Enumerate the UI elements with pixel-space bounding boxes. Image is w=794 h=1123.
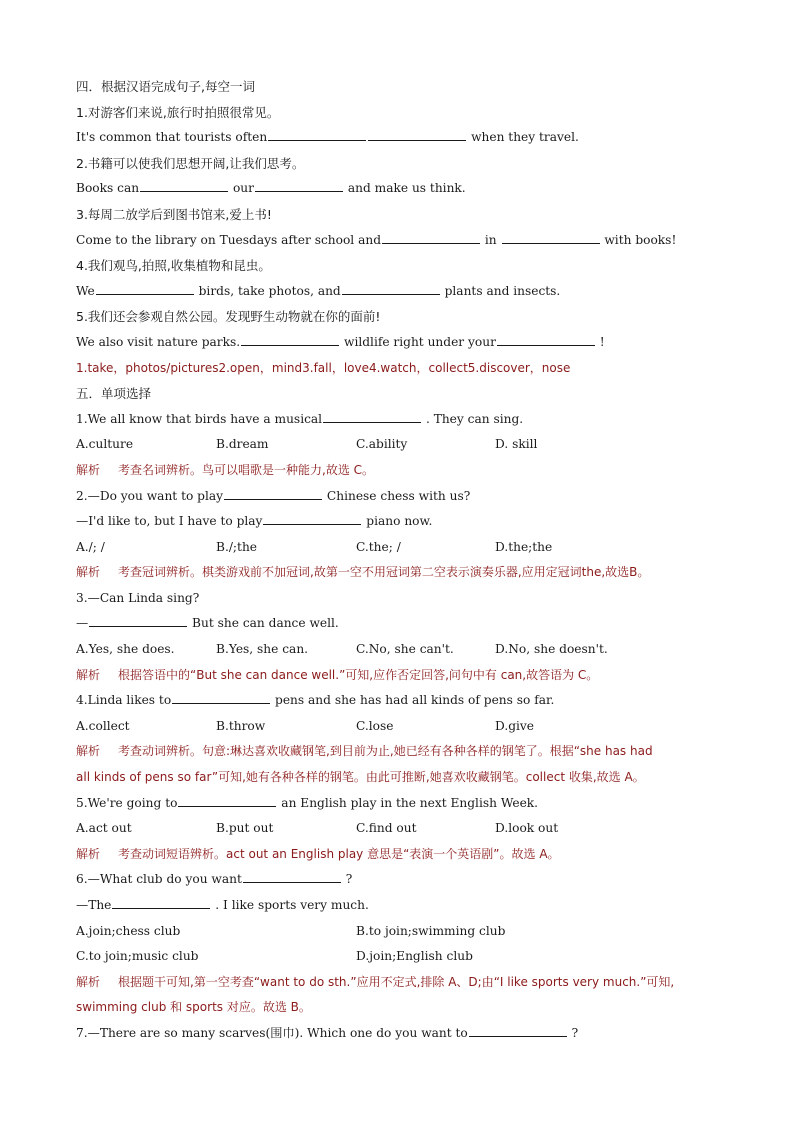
option-d[interactable]: D.No, she doesn't. bbox=[495, 642, 608, 657]
q5-5-stem: 5.We're going to an English play in the next English Week. bbox=[76, 791, 736, 817]
q5-3-stem-1: 3.—Can Linda sing? bbox=[76, 590, 200, 605]
option-b[interactable]: B.throw bbox=[216, 718, 266, 733]
option-d[interactable]: D. skill bbox=[495, 437, 538, 452]
q4-1-chinese: 1.对游客们来说,旅行时拍照很常见。 bbox=[76, 104, 280, 120]
q4-5-chinese: 5.我们还会参观自然公园。发现野生动物就在你的面前! bbox=[76, 309, 381, 325]
option-b[interactable]: B.put out bbox=[216, 821, 274, 836]
answer-blank[interactable] bbox=[172, 690, 270, 704]
answer-blank[interactable] bbox=[502, 230, 600, 244]
option-a[interactable]: A.collect bbox=[76, 718, 130, 733]
q5-3-explanation: 解析 根据答语中的“But she can dance well.”可知,应作否定回答,问句中有 can,故答语为 C。 bbox=[76, 667, 599, 682]
q5-6-explanation-line-2: swimming club 和 sports 对应。故选 B。 bbox=[76, 1000, 311, 1015]
answer-blank[interactable] bbox=[497, 332, 595, 346]
option-c[interactable]: C.lose bbox=[356, 718, 394, 733]
q5-1-explanation: 解析 考查名词辨析。鸟可以唱歌是一种能力,故选 C。 bbox=[76, 462, 375, 477]
q5-4-explanation-line-2: all kinds of pens so far”可知,她有各种各样的钢笔。由此可推断,她喜欢收藏钢笔。collect 收集,故选 A。 bbox=[76, 770, 645, 785]
section-5-heading: 五．单项选择 bbox=[76, 386, 152, 402]
q5-4-options bbox=[76, 714, 736, 740]
q5-7-stem: 7.—There are so many scarves(围巾). Which one do you want to ? bbox=[76, 1021, 736, 1047]
option-d[interactable]: D.look out bbox=[495, 821, 559, 836]
q5-1-options bbox=[76, 432, 736, 458]
option-c[interactable]: C.find out bbox=[356, 821, 417, 836]
answer-blank[interactable] bbox=[96, 281, 194, 295]
q5-6-stem-1: 6.—What club do you want ? bbox=[76, 867, 736, 893]
answer-blank[interactable] bbox=[112, 895, 210, 909]
answer-blank[interactable] bbox=[368, 127, 466, 141]
option-a[interactable]: A./; / bbox=[76, 539, 105, 554]
answer-blank[interactable] bbox=[263, 511, 361, 525]
answer-blank[interactable] bbox=[255, 178, 343, 192]
section-4-heading: 四．根据汉语完成句子,每空一词 bbox=[76, 79, 255, 94]
option-a[interactable]: A.culture bbox=[76, 437, 134, 452]
option-a[interactable]: A.act out bbox=[76, 821, 132, 836]
answer-blank[interactable] bbox=[243, 869, 341, 883]
answer-blank[interactable] bbox=[140, 178, 228, 192]
answer-blank[interactable] bbox=[89, 613, 187, 627]
option-a[interactable]: A.Yes, she does. bbox=[76, 642, 175, 657]
answer-blank[interactable] bbox=[241, 332, 339, 346]
q5-6-stem-2: —The . I like sports very much. bbox=[76, 893, 736, 919]
answer-blank[interactable] bbox=[323, 409, 421, 423]
option-c[interactable]: C.No, she can't. bbox=[356, 642, 454, 657]
option-b[interactable]: B./;the bbox=[216, 539, 258, 554]
option-b[interactable]: B.dream bbox=[216, 437, 269, 452]
q5-2-stem-1: 2.—Do you want to play Chinese chess with us? bbox=[76, 484, 736, 510]
q4-2-english: Books can our and make us think. bbox=[76, 176, 736, 202]
q5-2-options bbox=[76, 535, 736, 561]
q5-2-explanation: 解析 考查冠词辨析。棋类游戏前不加冠词,故第一空不用冠词第二空表示演奏乐器,应用定冠词the,故选B。 bbox=[76, 565, 650, 580]
q4-5-english: We also visit nature parks. wildlife right under your ! bbox=[76, 330, 736, 356]
answer-blank[interactable] bbox=[224, 486, 322, 500]
q5-5-options bbox=[76, 816, 736, 842]
q5-5-explanation: 解析 考查动词短语辨析。act out an English play 意思是“表演一个英语剧”。故选 A。 bbox=[76, 846, 560, 861]
answer-blank[interactable] bbox=[342, 281, 440, 295]
q4-4-english: We birds, take photos, and plants and insects. bbox=[76, 279, 736, 305]
option-b[interactable]: B.Yes, she can. bbox=[216, 642, 309, 657]
q4-3-chinese: 3.每周二放学后到图书馆来,爱上书! bbox=[76, 206, 272, 222]
q5-1-stem: 1.We all know that birds have a musical . They can sing. bbox=[76, 407, 736, 433]
q4-2-chinese: 2.书籍可以使我们思想开阔,让我们思考。 bbox=[76, 155, 305, 171]
option-d[interactable]: D.join;English club bbox=[356, 949, 473, 964]
q4-1-english: It's common that tourists often when they travel. bbox=[76, 125, 736, 151]
option-d[interactable]: D.the;the bbox=[495, 539, 553, 554]
section-4-answer-key: 1.take，photos/pictures2.open，mind3.fall，love4.watch，collect5.discover，nose bbox=[76, 360, 571, 375]
option-c[interactable]: C.the; / bbox=[356, 539, 401, 554]
option-a[interactable]: A.join;chess club bbox=[76, 923, 181, 938]
q4-3-english: Come to the library on Tuesdays after school and in with books! bbox=[76, 228, 736, 254]
answer-blank[interactable] bbox=[469, 1023, 567, 1037]
document-page bbox=[76, 74, 736, 1047]
option-d[interactable]: D.give bbox=[495, 718, 535, 733]
option-c[interactable]: C.to join;music club bbox=[76, 949, 199, 964]
q5-3-options bbox=[76, 637, 736, 663]
q5-6-explanation-line-1: 解析 根据题干可知,第一空考查“want to do sth.”应用不定式,排除 A、D;由“I like sports very much.”可知, bbox=[76, 974, 675, 989]
answer-blank[interactable] bbox=[178, 793, 276, 807]
option-b[interactable]: B.to join;swimming club bbox=[356, 923, 506, 938]
q5-2-stem-2: —I'd like to, but I have to play piano now. bbox=[76, 509, 736, 535]
q5-4-stem: 4.Linda likes to pens and she has had all kinds of pens so far. bbox=[76, 688, 736, 714]
q5-6-options-cd bbox=[76, 944, 736, 970]
q4-4-chinese: 4.我们观鸟,拍照,收集植物和昆虫。 bbox=[76, 258, 271, 274]
option-c[interactable]: C.ability bbox=[356, 437, 408, 452]
q5-4-explanation-line-1: 解析 考查动词辨析。句意:琳达喜欢收藏钢笔,到目前为止,她已经有各种各样的钢笔了。根据“she has had bbox=[76, 744, 653, 759]
answer-blank[interactable] bbox=[382, 230, 480, 244]
q5-3-stem-2: — But she can dance well. bbox=[76, 611, 736, 637]
q5-6-options-ab bbox=[76, 919, 736, 945]
answer-blank[interactable] bbox=[268, 127, 366, 141]
